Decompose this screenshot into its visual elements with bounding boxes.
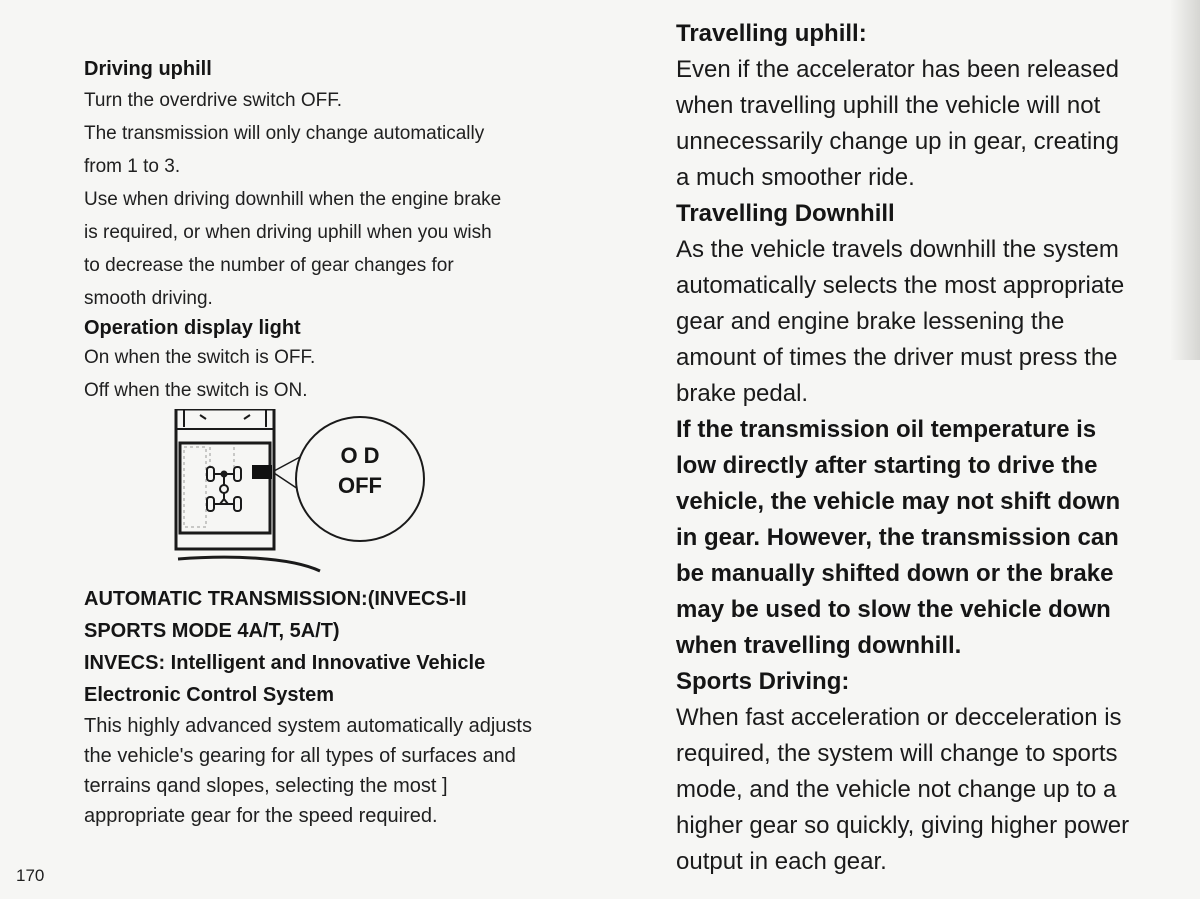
section-oil-temperature-warning	[676, 412, 1196, 664]
heading-line: SPORTS MODE 4A/T, 5A/T)	[84, 620, 340, 642]
text-line: On when the switch is OFF.	[84, 347, 316, 368]
heading-driving-uphill: Driving uphill	[84, 58, 212, 80]
warning-line: may be used to slow the vehicle down	[676, 596, 1111, 623]
heading-travelling-uphill: Travelling uphill:	[676, 20, 867, 47]
text-line: the vehicle's gearing for all types of surfaces and	[84, 745, 516, 767]
text-line: smooth driving.	[84, 288, 213, 309]
heading-travelling-downhill: Travelling Downhill	[676, 200, 895, 227]
section-travelling-uphill	[676, 16, 1196, 196]
text-line: Off when the switch is ON.	[84, 380, 308, 401]
heading-line: Electronic Control System	[84, 684, 335, 706]
warning-line: vehicle, the vehicle may not shift down	[676, 488, 1121, 515]
warning-line: low directly after starting to drive the	[676, 452, 1098, 479]
text-line: terrains qand slopes, selecting the most ]	[84, 775, 448, 797]
text-line: mode, and the vehicle not change up to a	[676, 776, 1117, 803]
text-line: gear and engine brake lessening the	[676, 308, 1065, 335]
text-line: output in each gear.	[676, 848, 887, 875]
callout-line: OFF	[338, 473, 382, 498]
left-column	[84, 56, 664, 831]
text-line: Turn the overdrive switch OFF.	[84, 90, 342, 111]
text-line: when travelling uphill the vehicle will not	[676, 92, 1101, 119]
text-line: higher gear so quickly, giving higher power	[676, 812, 1130, 839]
warning-line: when travelling downhill.	[676, 632, 962, 659]
section-operation-display-light	[84, 315, 664, 407]
text-line: to decrease the number of gear changes for	[84, 255, 454, 276]
warning-line: in gear. However, the transmission can	[676, 524, 1119, 551]
text-line: unnecessarily change up in gear, creating	[676, 128, 1119, 155]
callout-line: O D	[340, 443, 380, 468]
od-off-switch-diagram	[170, 409, 440, 579]
section-driving-uphill	[84, 56, 664, 315]
text-line: This highly advanced system automatically adjusts	[84, 715, 532, 737]
text-line: is required, or when driving uphill when you wish	[84, 222, 492, 243]
text-line: Even if the accelerator has been released	[676, 56, 1119, 83]
text-line: appropriate gear for the speed required.	[84, 805, 438, 827]
section-sports-driving	[676, 664, 1196, 880]
text-line: Use when driving downhill when the engine brake	[84, 189, 502, 210]
page-number: 170	[16, 866, 45, 885]
section-automatic-transmission	[84, 583, 664, 831]
heading-line: INVECS: Intelligent and Innovative Vehicle	[84, 652, 486, 674]
heading-sports-driving: Sports Driving:	[676, 668, 850, 695]
heading-operation-display-light: Operation display light	[84, 317, 301, 339]
text-line: required, the system will change to sports	[676, 740, 1118, 767]
warning-line: If the transmission oil temperature is	[676, 416, 1097, 443]
warning-line: be manually shifted down or the brake	[676, 560, 1114, 587]
od-off-callout	[315, 441, 405, 501]
text-line: automatically selects the most appropriate	[676, 272, 1125, 299]
text-line: amount of times the driver must press the	[676, 344, 1118, 371]
text-line: a much smoother ride.	[676, 164, 915, 191]
text-line: The transmission will only change automatically	[84, 123, 485, 144]
text-line: from 1 to 3.	[84, 156, 181, 177]
text-line: As the vehicle travels downhill the system	[676, 236, 1119, 263]
text-line: brake pedal.	[676, 380, 809, 407]
text-line: When fast acceleration or decceleration is	[676, 704, 1122, 731]
heading-line: AUTOMATIC TRANSMISSION:(INVECS-II	[84, 588, 467, 610]
right-column	[676, 16, 1196, 880]
section-travelling-downhill	[676, 196, 1196, 412]
